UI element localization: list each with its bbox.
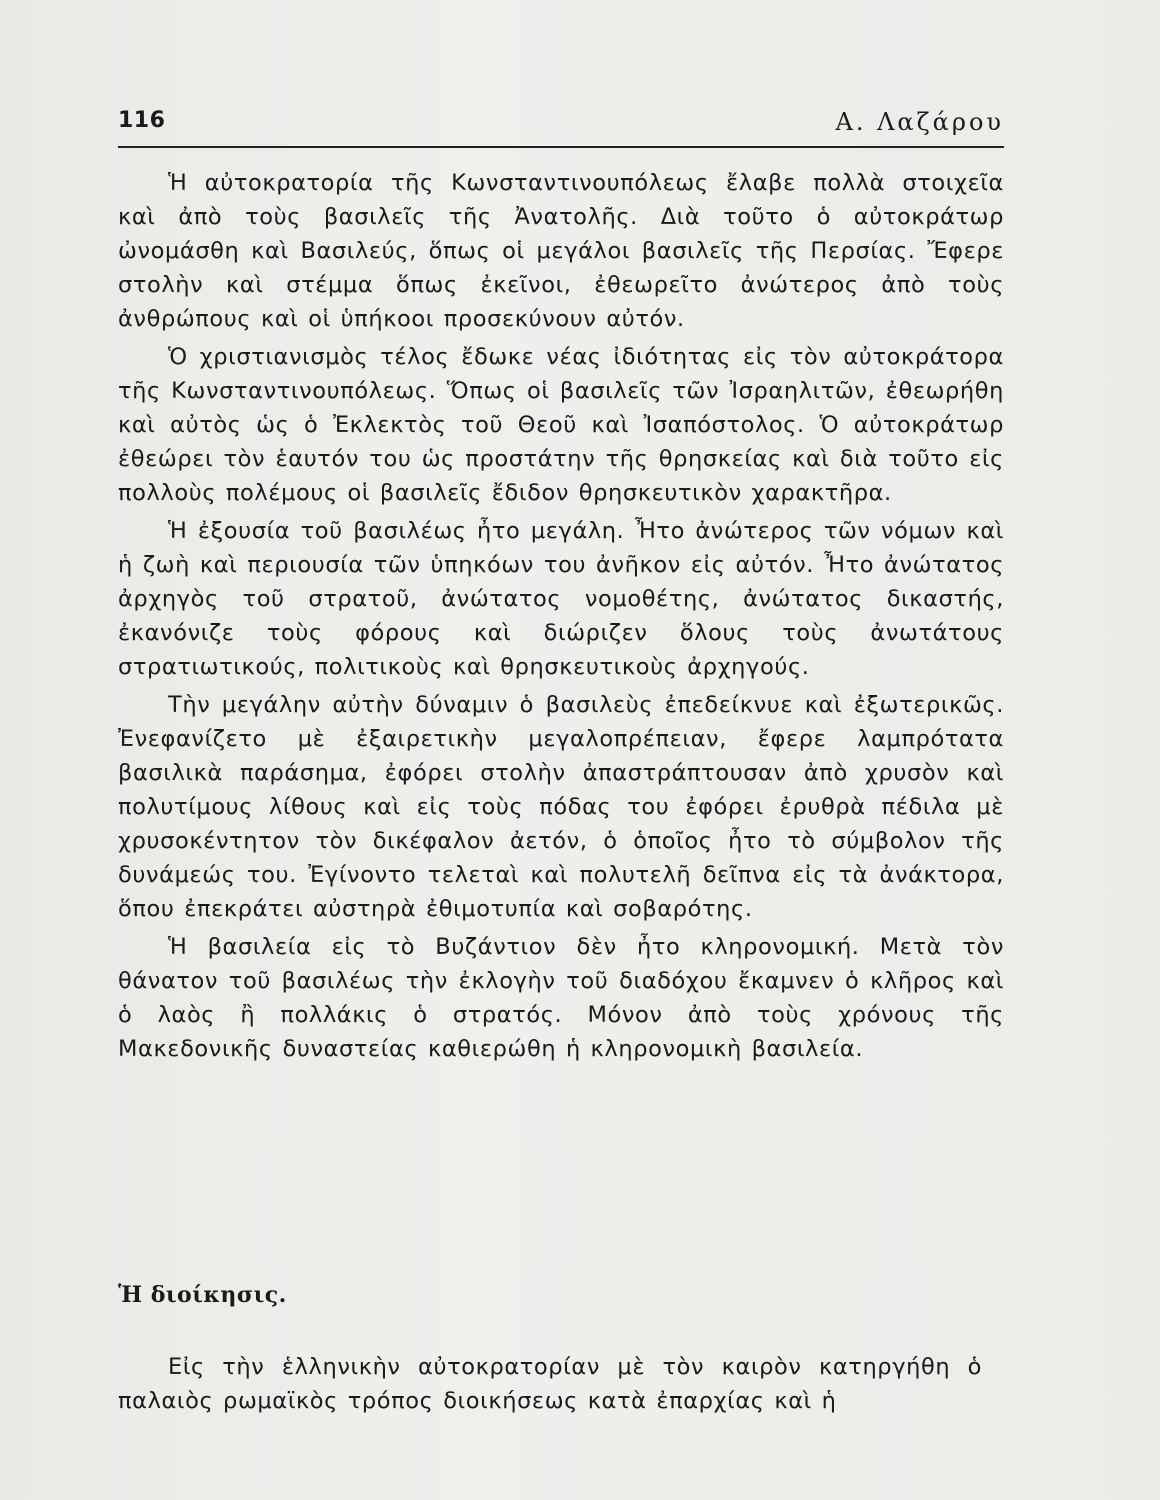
paragraph-4: Τὴν μεγάλην αὐτὴν δύναμιν ὁ βασιλεὺς ἐπεδείκνυε καὶ ἐξωτερικῶς. Ἐνεφανίζετο μὲ ἐξαιρετικὴν μεγαλοπρέπειαν, ἔφερε λαμπρότατα βασιλικὰ παράσημα, ἐφόρει στολὴν ἀπαστράπτουσαν ἀπὸ χρυσὸν καὶ πολυτίμους λίθους καὶ εἰς τοὺς πόδας του ἐφόρει ἐρυθρὰ πέδιλα μὲ χρυσοκέντητον τὸν δικέφαλον ἀετόν, ὁ ὁποῖος ἦτο τὸ σύμβολον τῆς δυνάμεώς του. Ἐγίνοντο τελεταὶ καὶ πολυτελῆ δεῖπνα εἰς τὰ ἀνάκτορα, ὅπου ἐπεκράτει αὐστηρὰ ἐθιμοτυπία καὶ σοβαρότης.	[118, 692, 1004, 922]
paragraph-1: Ἡ αὐτοκρατορία τῆς Κωνσταντινουπόλεως ἔλαβε πολλὰ στοιχεῖα καὶ ἀπὸ τοὺς βασιλεῖς τῆς Ἀνατολῆς. Διὰ τοῦτο ὁ αὐτοκράτωρ ὠνομάσθη καὶ Βασιλεύς, ὅπως οἱ μεγάλοι βασιλεῖς τῆς Περσίας. Ἔφερε στολὴν καὶ στέμμα ὅπως ἐκεῖνοι, ἐθεωρεῖτο ἀνώτερος ἀπὸ τοὺς ἀνθρώπους καὶ οἱ ὑπήκοοι προσεκύνουν αὐτόν.	[118, 170, 1004, 332]
page-header	[118, 106, 1004, 148]
paragraph-2: Ὁ χριστιανισμὸς τέλος ἔδωκε νέας ἰδιότητας εἰς τὸν αὐτοκράτορα τῆς Κωνσταντινουπόλεως. Ὅπως οἱ βασιλεῖς τῶν Ἰσραηλιτῶν, ἐθεωρήθη καὶ αὐτὸς ὡς ὁ Ἐκλεκτὸς τοῦ Θεοῦ καὶ Ἰσαπόστολος. Ὁ αὐτοκράτωρ ἐθεώρει τὸν ἑαυτόν του ὡς προστάτην τῆς θρησκείας καὶ διὰ τοῦτο εἰς πολλοὺς πολέμους οἱ βασιλεῖς ἔδιδον θρησκευτικὸν χαρακτῆρα.	[118, 344, 1004, 506]
section-paragraph: Εἰς τὴν ἑλληνικὴν αὐτοκρατορίαν μὲ τὸν καιρὸν κατηργήθη ὁ παλαιὸς ρωμαϊκὸς τρόπος διοικήσεως κατὰ ἐπαρχίας καὶ ἡ	[118, 1354, 982, 1414]
page-number: 116	[118, 108, 166, 133]
section-heading: Ἡ διοίκησις.	[118, 1282, 287, 1308]
running-head-author: Α. Λαζάρου	[835, 108, 1004, 136]
main-text	[118, 166, 1004, 1070]
paragraph-5: Ἡ βασιλεία εἰς τὸ Βυζάντιον δὲν ἦτο κληρονομική. Μετὰ τὸν θάνατον τοῦ βασιλέως τὴν ἐκλογὴν τοῦ διαδόχου ἔκαμνεν ὁ κλῆρος καὶ ὁ λαὸς ἢ πολλάκις ὁ στρατός. Μόνον ἀπὸ τοὺς χρόνους τῆς Μακεδονικῆς δυναστείας καθιερώθη ἡ κληρονομικὴ βασιλεία.	[118, 934, 1004, 1062]
paragraph-3: Ἡ ἐξουσία τοῦ βασιλέως ἦτο μεγάλη. Ἦτο ἀνώτερος τῶν νόμων καὶ ἡ ζωὴ καὶ περιουσία τῶν ὑπηκόων του ἀνῆκον εἰς αὐτόν. Ἦτο ἀνώτατος ἀρχηγὸς τοῦ στρατοῦ, ἀνώτατος νομοθέτης, ἀνώτατος δικαστής, ἐκανόνιζε τοὺς φόρους καὶ διώριζεν ὅλους τοὺς ἀνωτάτους στρατιωτικούς, πολιτικοὺς καὶ θρησκευτικοὺς ἀρχηγούς.	[118, 518, 1004, 680]
section-text	[118, 1350, 982, 1418]
